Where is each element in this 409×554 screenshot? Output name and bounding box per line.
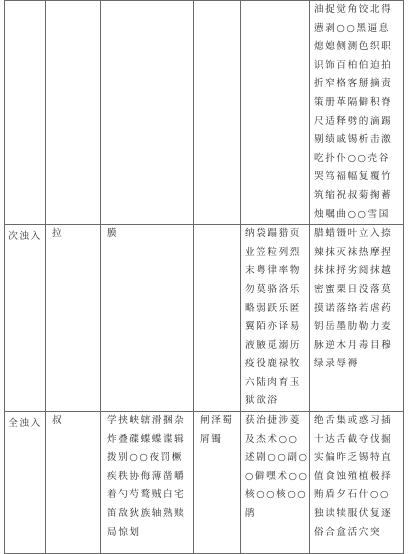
table-row <box>5 225 404 412</box>
col6-text: 腊蜡镊叶立入捺辣抹灭袜热摩捏抹抹捋劣阅抹越密蜜栗日没落莫摸诺落络若虐药钥岳墨肋勒力麦脉逆木月毒目穆绿录辱褥 <box>314 228 393 370</box>
col3-cell <box>101 225 194 412</box>
category-cell <box>5 225 46 412</box>
tone-cell <box>46 1 101 225</box>
col4-cell <box>194 412 241 554</box>
category-cell <box>5 1 46 225</box>
col4-text: 闸泽蜀屑镯 <box>200 415 234 445</box>
tone-cell <box>46 225 101 412</box>
col5-text: 纳袋蹋猎页业笠粒列烈末粤律率物勿莫骆洛乐略弱跃乐匿翼陌亦译易液腋觅溺历疫役鹿禄牧六陆肉育玉狱欲浴 <box>245 228 301 407</box>
col4-cell <box>194 225 241 412</box>
col5-cell <box>241 1 310 225</box>
table-row <box>5 1 404 225</box>
col6-text: 绝舌集或惑习插十达舌截夺伐掘实偏昨乏锡特直值食蚀殖植极择贿盾夕石什○○独读犊服伏复逐俗合盒活穴突 <box>314 415 393 538</box>
col5-cell <box>241 412 310 554</box>
col4-cell <box>194 1 241 225</box>
tone-label: 拉 <box>52 228 64 240</box>
col3-text: 学挟峡辖滑捆杂炸叠碟蝶蝶谍辑拨别○○夜罚橛疾秩协侮薄凿嚼着勺芍鹜贼白宅笛敌狄族轴熟赎局惊划 <box>107 415 186 538</box>
col5-text: 获治捷涉菱及杰术○○述剧○○副○○僻嘿术○○核○○核○○鹃 <box>245 415 309 520</box>
col6-cell <box>310 225 404 412</box>
col3-text: 膜 <box>107 228 119 240</box>
category-label: 全浊入 <box>8 418 42 430</box>
table-row <box>5 412 404 554</box>
category-cell <box>5 412 46 554</box>
tone-label: 叔 <box>52 415 64 427</box>
col6-cell <box>310 1 404 225</box>
dialect-tone-table <box>4 0 404 554</box>
col6-cell <box>310 412 404 554</box>
col3-cell <box>101 412 194 554</box>
col6-text: 油捉觉角饺北得懑剥○○黑逼息熄媳侧测色织职识饰百柏伯迫拍折窄格客掰摘责策册革隔僻积脊尺适释劈的滴踢剔绩戚锡析击激吃扑仆○○壳谷哭笃福幅复覆竹筑缩祝叔菊掬蓄烛嘱曲○○雪国 <box>314 4 393 220</box>
category-label: 次浊入 <box>8 231 42 243</box>
tone-cell <box>46 412 101 554</box>
col5-cell <box>241 225 310 412</box>
col3-cell <box>101 1 194 225</box>
